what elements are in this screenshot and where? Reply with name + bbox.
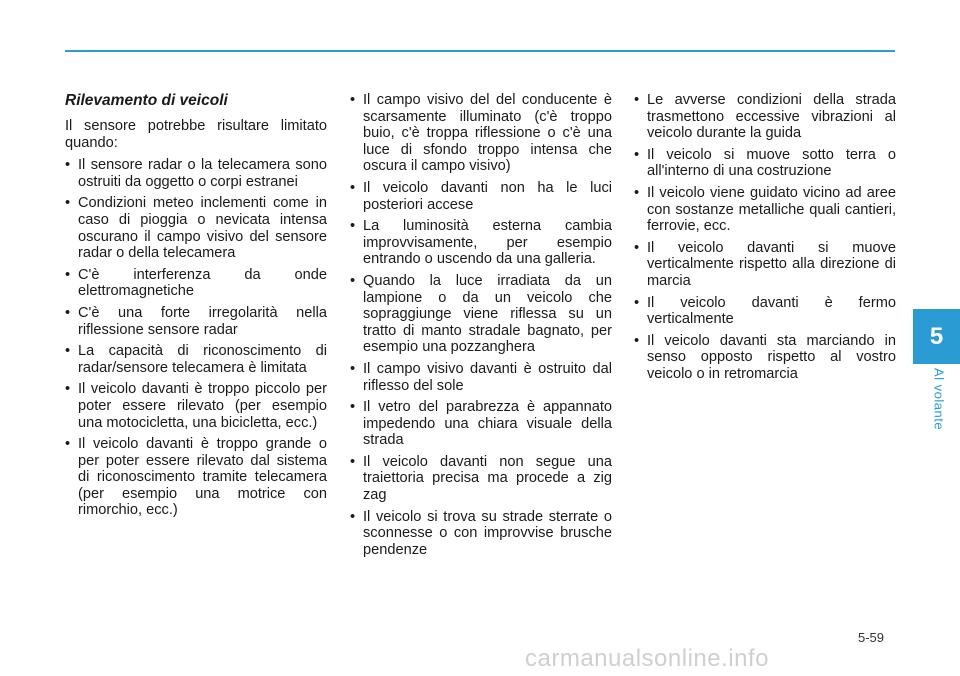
list-item: • Il campo visivo davanti è ostruito dal riflesso del sole — [350, 361, 612, 394]
column-3 — [634, 92, 896, 388]
list-item: • Le avverse condizioni della strada trasmettono eccessive vibrazioni al veicolo durante la guida — [634, 92, 896, 142]
bullet-list-2 — [350, 92, 612, 558]
list-item: • Il veicolo si muove sotto terra o all'interno di una costruzione — [634, 147, 896, 180]
header-rule — [65, 50, 895, 52]
chapter-tab — [913, 309, 960, 364]
column-1 — [65, 92, 327, 524]
list-item: • La luminosità esterna cambia improvvisamente, per esempio entrando o uscendo da una galleria. — [350, 218, 612, 268]
list-item: • Il veicolo davanti non ha le luci posteriori accese — [350, 180, 612, 213]
list-item: • Il veicolo davanti si muove verticalmente rispetto alla direzione di marcia — [634, 240, 896, 290]
list-item: • C'è una forte irregolarità nella riflessione sensore radar — [65, 305, 327, 338]
list-item: • Il sensore radar o la telecamera sono ostruiti da oggetto o corpi estranei — [65, 157, 327, 190]
list-item: • La capacità di riconoscimento di radar/sensore telecamera è limitata — [65, 343, 327, 376]
section-intro: Il sensore potrebbe risultare limitato quando: — [65, 118, 327, 151]
list-item: • Il veicolo davanti non segue una traiettoria precisa ma procede a zig zag — [350, 454, 612, 504]
bullet-list-1 — [65, 157, 327, 519]
list-item: • Il campo visivo del del conducente è scarsamente illuminato (c'è troppo buio, c'è troppa riflessione o c'è una luce di sfondo troppo intensa che oscura il campo visivo) — [350, 92, 612, 175]
list-item: • C'è interferenza da onde elettromagnetiche — [65, 267, 327, 300]
bullet-list-3 — [634, 92, 896, 383]
page-number: 5-59 — [858, 630, 885, 645]
list-item: • Il veicolo davanti è troppo grande o per poter essere rilevato dal sistema di riconoscimento tramite telecamera (per esempio una motrice con rimorchio, ecc.) — [65, 436, 327, 519]
list-item: • Quando la luce irradiata da un lampione o da un veicolo che sopraggiunge viene riflessa su un tratto di manto stradale bagnato, per esempio una pozzanghera — [350, 273, 612, 356]
list-item: • Il veicolo davanti sta marciando in senso opposto rispetto al vostro veicolo o in retromarcia — [634, 333, 896, 383]
list-item: • Il veicolo davanti è troppo piccolo per poter essere rilevato (per esempio una motocicletta, una bicicletta, ecc.) — [65, 381, 327, 431]
column-2 — [350, 92, 612, 563]
list-item: • Il veicolo viene guidato vicino ad aree con sostanze metalliche quali cantieri, ferrovie, ecc. — [634, 185, 896, 235]
watermark: carmanualsonline.info — [525, 645, 769, 672]
list-item: • Il vetro del parabrezza è appannato impedendo una chiara visuale della strada — [350, 399, 612, 449]
list-item: • Il veicolo davanti è fermo verticalmente — [634, 295, 896, 328]
list-item: • Il veicolo si trova su strade sterrate o sconnesse o con improvvise brusche pendenze — [350, 509, 612, 559]
chapter-label: Al volante — [931, 368, 947, 431]
chapter-number: 5 — [929, 322, 944, 350]
list-item: • Condizioni meteo inclementi come in caso di pioggia o nevicata intensa oscurano il campo visivo del sensore radar o della telecamera — [65, 195, 327, 261]
section-title: Rilevamento di veicoli — [65, 92, 228, 109]
